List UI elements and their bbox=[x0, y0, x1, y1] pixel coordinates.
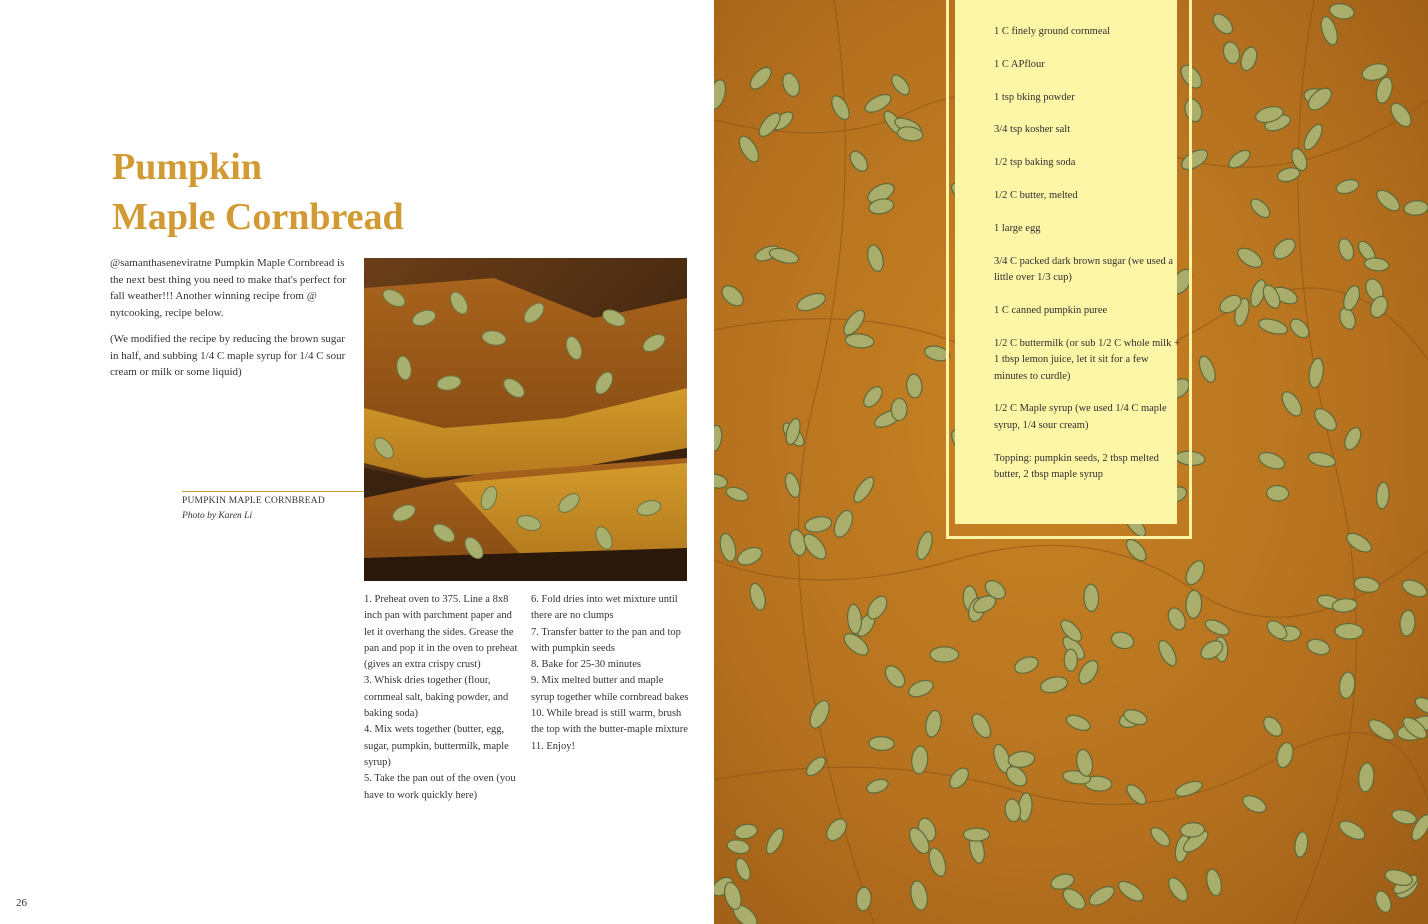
caption-title: PUMPKIN MAPLE CORNBREAD bbox=[182, 496, 325, 506]
step-1: 1. Preheat oven to 375. Line a 8x8 inch pan with parchment paper and let it overhang the sides. Grease the pan and pop it in the oven to preheat (gives an extra crispy crust) bbox=[364, 594, 518, 671]
ingredient-item: 3/4 tsp kosher salt bbox=[994, 124, 1071, 136]
step-4: 4. Mix wets together (butter, egg, sugar, pumpkin, buttermilk, maple syrup) bbox=[364, 724, 509, 768]
page-number: 26 bbox=[16, 897, 27, 909]
ingredients-list bbox=[955, 0, 1184, 484]
step-7: 7. Transfer batter to the pan and top with pumpkin seeds bbox=[531, 626, 681, 654]
cornbread-slices-image bbox=[364, 258, 687, 581]
ingredient-item: 1/2 C butter, melted bbox=[994, 189, 1078, 201]
ingredients-panel bbox=[955, 0, 1180, 524]
cornbread-photo bbox=[364, 258, 687, 581]
pumpkin-seed bbox=[869, 736, 895, 751]
recipe-title bbox=[112, 142, 404, 242]
pumpkin-seed bbox=[930, 647, 959, 662]
ingredient-item: 1 C canned pumpkin puree bbox=[994, 304, 1108, 316]
ingredient-item: 1 C APflour bbox=[994, 58, 1045, 70]
intro-text bbox=[110, 255, 352, 391]
pumpkin-seed bbox=[1084, 584, 1100, 612]
step-3: 3. Whisk dries together (flour, cornmeal salt, baking powder, and baking soda) bbox=[364, 675, 509, 720]
pumpkin-seed bbox=[1064, 649, 1077, 671]
pumpkin-seed bbox=[891, 398, 908, 421]
caption-credit: Photo by Karen Li bbox=[182, 511, 253, 521]
step-5: 5. Take the pan out of the oven (you have to work quickly here) bbox=[364, 773, 516, 801]
caption-divider bbox=[182, 491, 364, 492]
pumpkin-seed bbox=[1266, 485, 1289, 502]
steps-column-2 bbox=[531, 592, 689, 755]
step-11: 11. Enjoy! bbox=[531, 740, 575, 752]
ingredient-item: 1/2 C buttermilk (or sub 1/2 C whole milk + 1 tbsp lemon juice, let it sit for a few minutes to curdle) bbox=[994, 337, 1180, 382]
ingredient-item: 1/2 tsp baking soda bbox=[994, 157, 1076, 169]
title-line-1: Pumpkin bbox=[112, 146, 262, 188]
ingredient-item: 1 C finely ground cornmeal bbox=[994, 26, 1111, 37]
steps-column-1 bbox=[364, 592, 524, 804]
ingredient-item: 1 tsp bking powder bbox=[994, 91, 1075, 103]
ingredient-item: 1 large egg bbox=[994, 222, 1041, 234]
photo-caption bbox=[182, 494, 325, 524]
pumpkin-seed bbox=[964, 828, 990, 841]
title-line-2: Maple Cornbread bbox=[112, 196, 404, 238]
intro-paragraph-2: (We modified the recipe by reducing the brown sugar in half, and subbing 1/4 C maple syrup for 1/4 C sour cream or milk or some liquid) bbox=[110, 333, 346, 378]
intro-paragraph-1: @samanthaseneviratne Pumpkin Maple Cornbread is the next best thing you need to make that's perfect for fall weather!!! Another winning recipe from @ nytcooking, recipe below. bbox=[110, 257, 346, 319]
ingredient-item: 3/4 C packed dark brown sugar (we used a little over 1/3 cup) bbox=[994, 255, 1174, 284]
step-9: 9. Mix melted butter and maple syrup together while cornbread bakes bbox=[531, 675, 689, 703]
ingredient-item: Topping: pumpkin seeds, 2 tbsp melted butter, 2 tbsp maple syrup bbox=[994, 452, 1159, 481]
step-6: 6. Fold dries into wet mixture until there are no clumps bbox=[531, 594, 678, 622]
step-10: 10. While bread is still warm, brush the top with the butter-maple mixture bbox=[531, 708, 688, 736]
pumpkin-seed bbox=[1335, 623, 1364, 640]
step-8: 8. Bake for 25-30 minutes bbox=[531, 659, 641, 671]
ingredient-item: 1/2 C Maple syrup (we used 1/4 C maple syrup, 1/4 sour cream) bbox=[994, 403, 1167, 431]
